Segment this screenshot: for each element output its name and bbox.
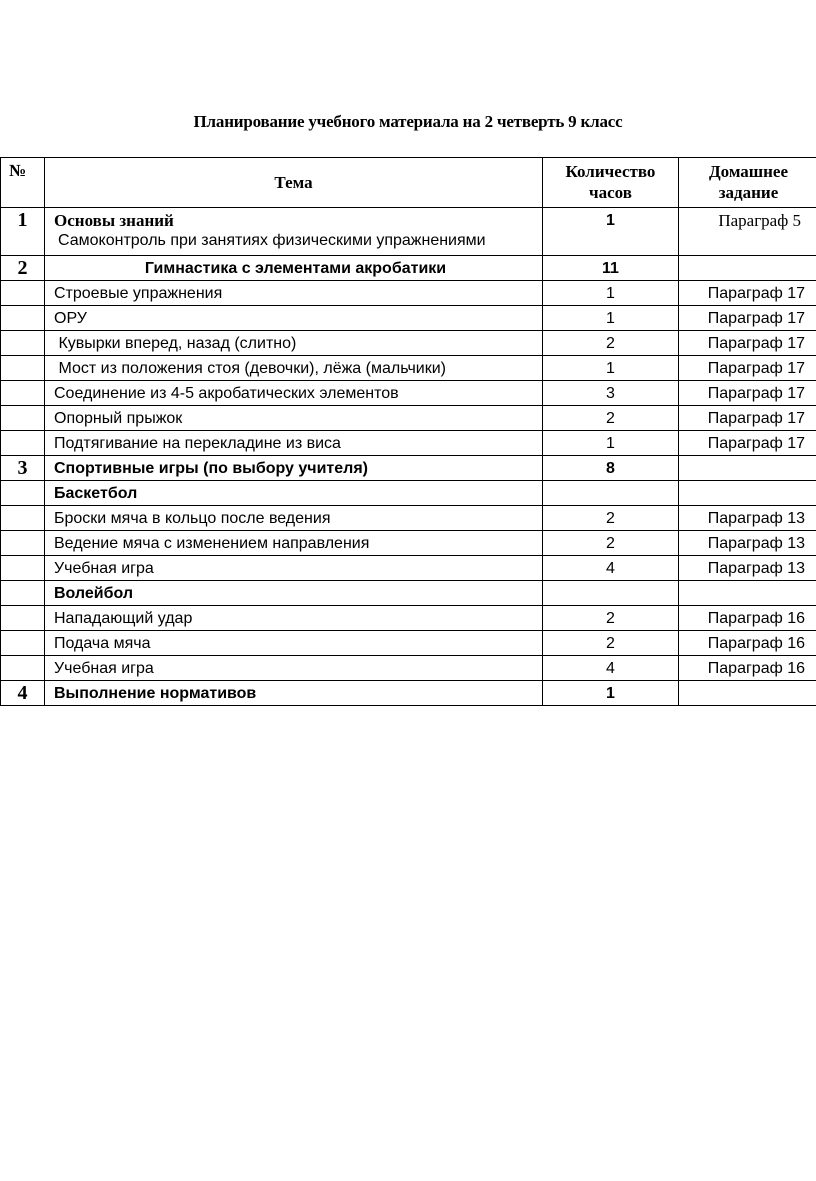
row-hours: 3	[543, 381, 679, 406]
row-num	[1, 281, 45, 306]
row-num	[1, 556, 45, 581]
row-hours: 4	[543, 656, 679, 681]
row-hours: 2	[543, 406, 679, 431]
section-hours: 1	[543, 208, 679, 256]
row-homework: Параграф 17	[679, 331, 816, 356]
row-hours: 2	[543, 531, 679, 556]
table-row	[1, 281, 816, 306]
row-homework: Параграф 17	[679, 406, 816, 431]
row-hours: 1	[543, 431, 679, 456]
plan-table	[0, 157, 816, 706]
table-row	[1, 606, 816, 631]
row-topic: Мост из положения стоя (девочки), лёжа (мальчики)	[45, 356, 543, 381]
table-row	[1, 531, 816, 556]
section-title: Выполнение нормативов	[45, 681, 543, 706]
table-row	[1, 306, 816, 331]
section-title: Гимнастика с элементами акробатики	[45, 256, 543, 281]
section-hours: 8	[543, 456, 679, 481]
section-title: Основы знаний	[54, 211, 174, 230]
section-row-1	[1, 208, 816, 256]
row-num	[1, 431, 45, 456]
row-hours: 2	[543, 631, 679, 656]
row-num	[1, 381, 45, 406]
section-homework	[679, 456, 816, 481]
row-hours	[543, 481, 679, 506]
row-num	[1, 356, 45, 381]
row-topic: Броски мяча в кольцо после ведения	[45, 506, 543, 531]
subsection-title: Волейбол	[45, 581, 543, 606]
row-num	[1, 656, 45, 681]
row-hours: 1	[543, 306, 679, 331]
table-row	[1, 356, 816, 381]
row-hours: 1	[543, 281, 679, 306]
row-homework: Параграф 13	[679, 506, 816, 531]
section-homework	[679, 681, 816, 706]
table-row	[1, 406, 816, 431]
row-num	[1, 606, 45, 631]
subsection-row-basketball	[1, 481, 816, 506]
row-num	[1, 631, 45, 656]
section-row-2	[1, 256, 816, 281]
row-hours: 4	[543, 556, 679, 581]
table-row	[1, 656, 816, 681]
row-topic: Строевые упражнения	[45, 281, 543, 306]
section-hours: 11	[543, 256, 679, 281]
row-num	[1, 331, 45, 356]
row-topic: Подача мяча	[45, 631, 543, 656]
row-topic: Нападающий удар	[45, 606, 543, 631]
section-title: Спортивные игры (по выбору учителя)	[45, 456, 543, 481]
subsection-row-volleyball	[1, 581, 816, 606]
row-homework	[679, 481, 816, 506]
table-row	[1, 631, 816, 656]
subsection-title: Баскетбол	[45, 481, 543, 506]
table-row	[1, 381, 816, 406]
row-topic: Кувырки вперед, назад (слитно)	[45, 331, 543, 356]
row-num	[1, 406, 45, 431]
row-num	[1, 531, 45, 556]
table-header-row	[1, 158, 816, 208]
row-hours: 2	[543, 506, 679, 531]
section-homework	[679, 256, 816, 281]
row-homework: Параграф 17	[679, 306, 816, 331]
row-homework: Параграф 16	[679, 656, 816, 681]
row-hours	[543, 581, 679, 606]
section-num: 2	[1, 256, 45, 281]
row-topic: Опорный прыжок	[45, 406, 543, 431]
section-num: 3	[1, 456, 45, 481]
row-topic: Подтягивание на перекладине из виса	[45, 431, 543, 456]
table-row	[1, 556, 816, 581]
row-homework: Параграф 17	[679, 381, 816, 406]
header-topic: Тема	[45, 158, 543, 208]
section-num: 4	[1, 681, 45, 706]
section-homework: Параграф 5	[679, 208, 816, 256]
section-row-4	[1, 681, 816, 706]
row-hours: 2	[543, 331, 679, 356]
header-homework: Домашнее задание	[679, 158, 816, 208]
row-topic: ОРУ	[45, 306, 543, 331]
row-homework: Параграф 13	[679, 556, 816, 581]
row-num	[1, 306, 45, 331]
row-homework: Параграф 16	[679, 606, 816, 631]
section-topic	[45, 208, 543, 256]
page-title: Планирование учебного материала на 2 четверть 9 класс	[193, 112, 623, 131]
section-row-3	[1, 456, 816, 481]
row-topic: Учебная игра	[45, 556, 543, 581]
row-homework: Параграф 17	[679, 431, 816, 456]
table-row	[1, 331, 816, 356]
table-row	[1, 506, 816, 531]
header-hours: Количество часов	[543, 158, 679, 208]
table-row	[1, 431, 816, 456]
row-num	[1, 481, 45, 506]
row-homework: Параграф 17	[679, 356, 816, 381]
row-num	[1, 506, 45, 531]
row-hours: 2	[543, 606, 679, 631]
row-homework	[679, 581, 816, 606]
row-topic: Ведение мяча с изменением направления	[45, 531, 543, 556]
section-num: 1	[1, 208, 45, 256]
section-hours: 1	[543, 681, 679, 706]
row-topic: Учебная игра	[45, 656, 543, 681]
row-hours: 1	[543, 356, 679, 381]
section-subtitle: Самоконтроль при занятиях физическими упражнениями	[58, 232, 486, 249]
row-num	[1, 581, 45, 606]
row-homework: Параграф 17	[679, 281, 816, 306]
header-num: №	[1, 158, 45, 208]
row-homework: Параграф 16	[679, 631, 816, 656]
row-topic: Соединение из 4-5 акробатических элементов	[45, 381, 543, 406]
row-homework: Параграф 13	[679, 531, 816, 556]
